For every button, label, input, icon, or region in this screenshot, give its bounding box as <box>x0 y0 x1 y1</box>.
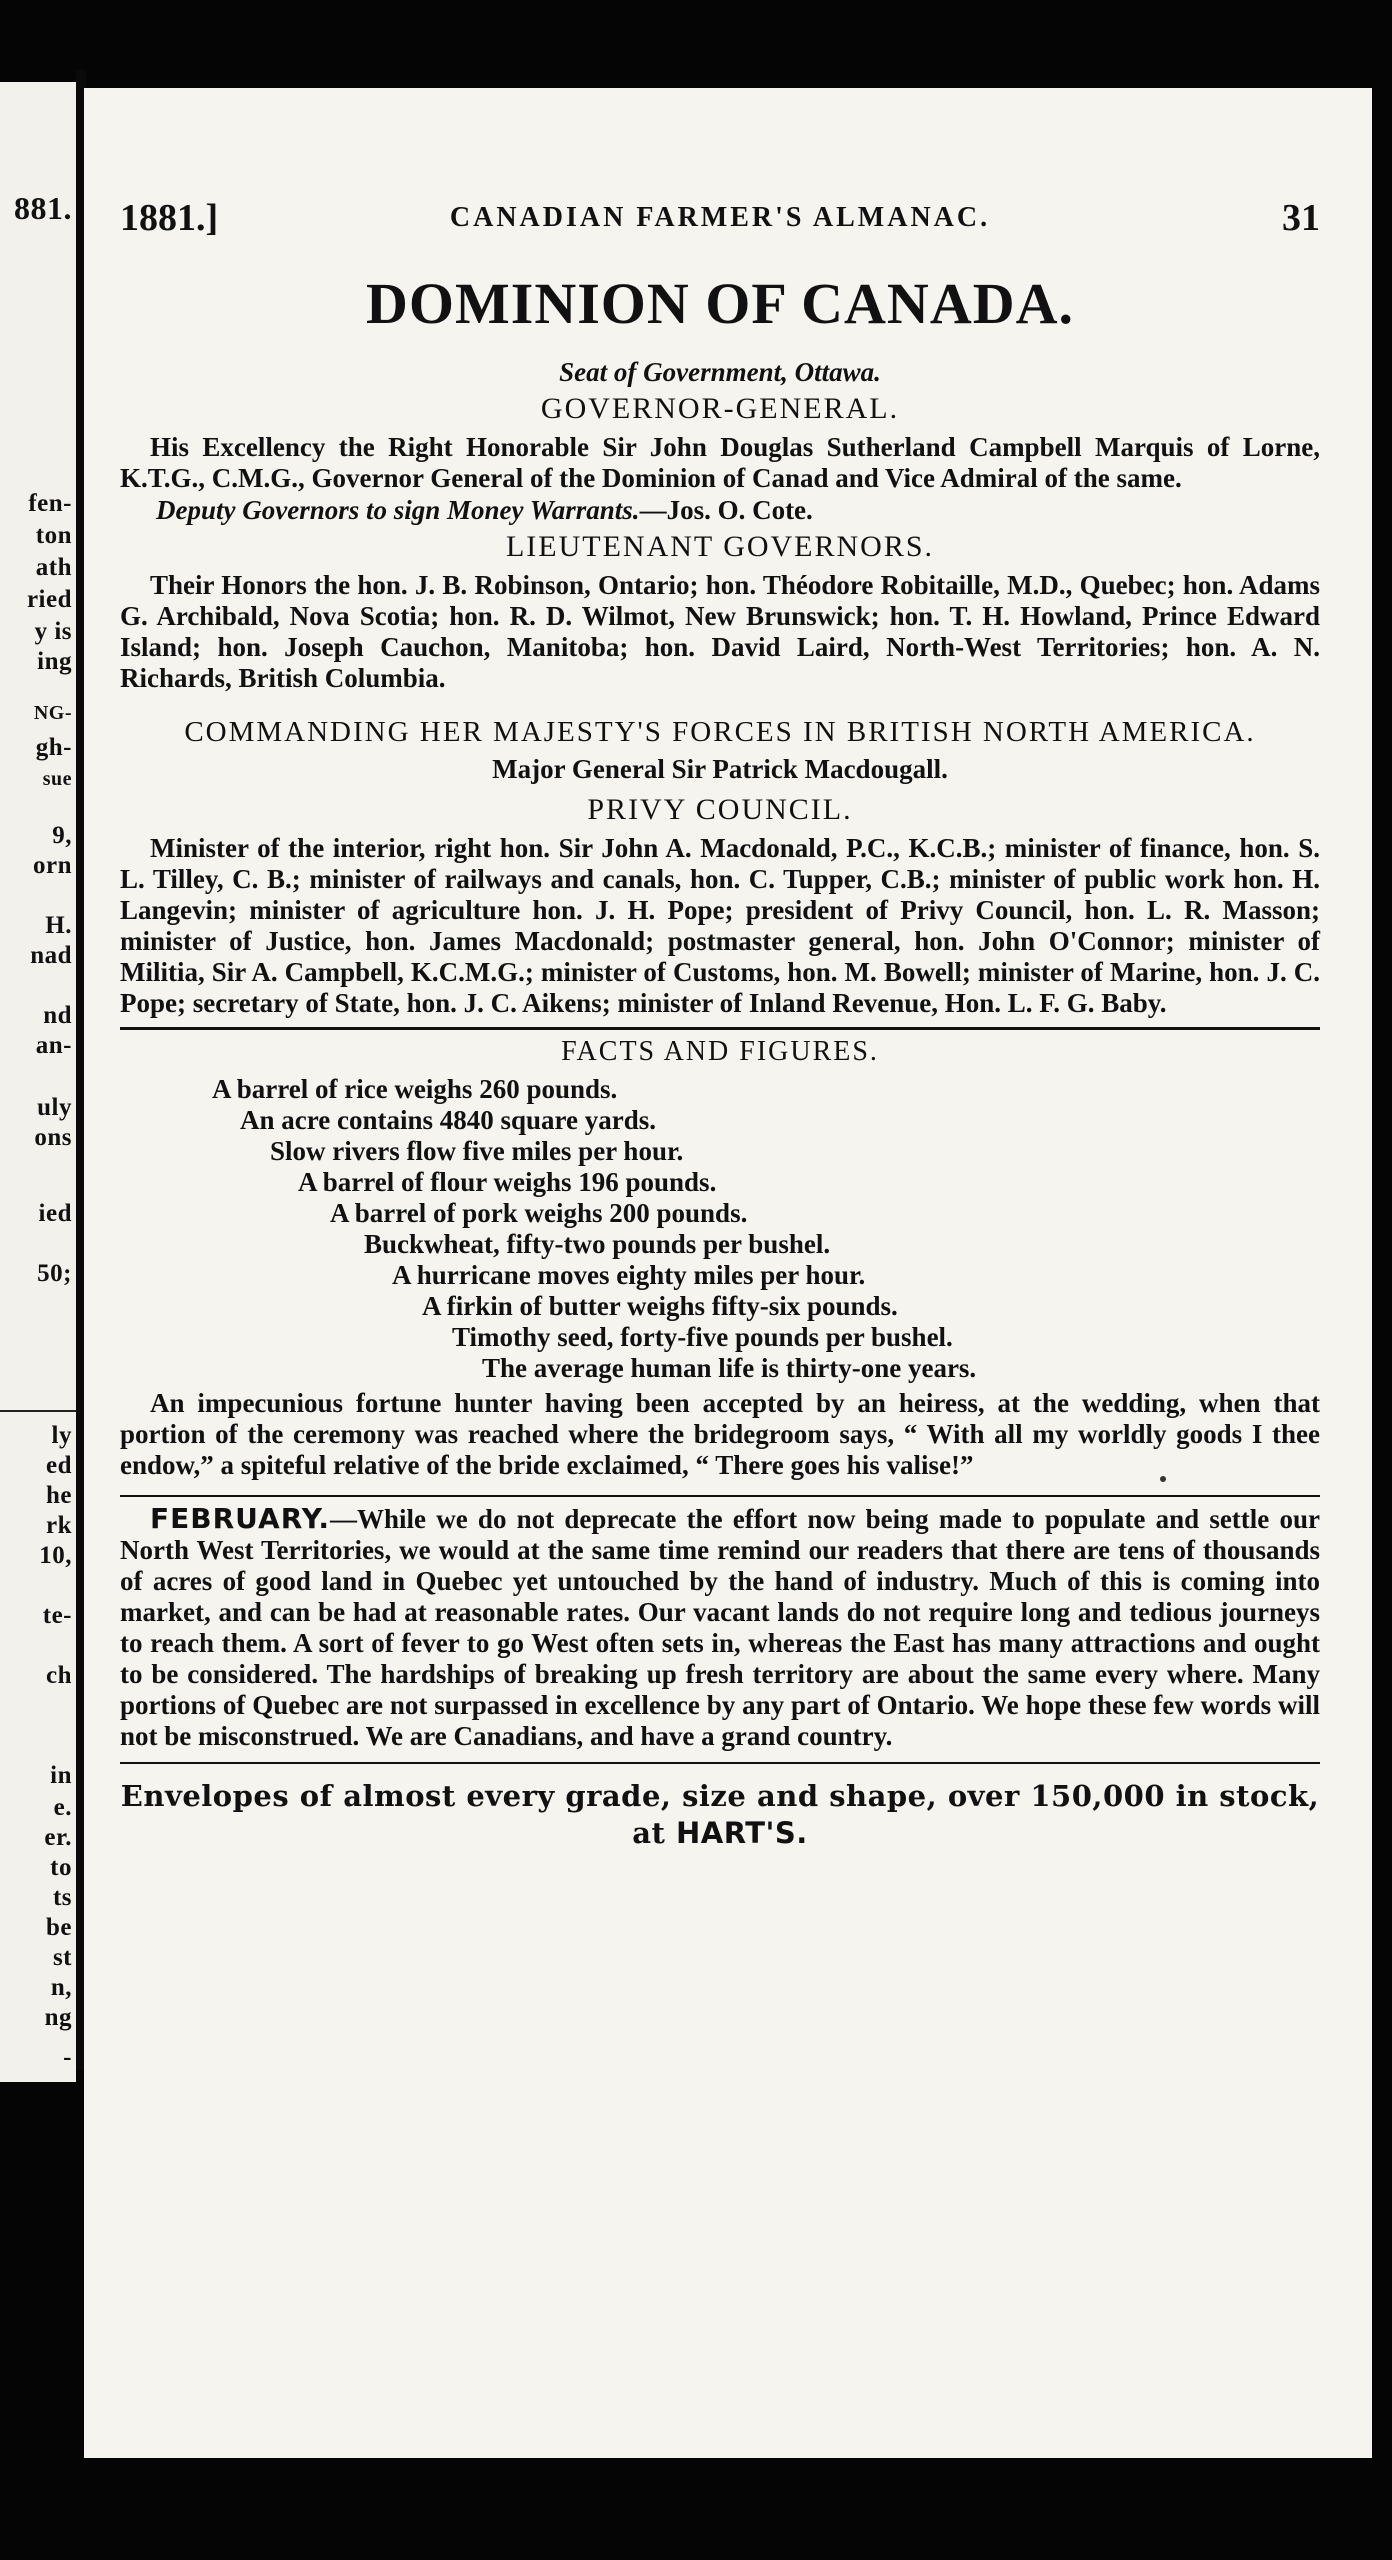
left-page-fragment: ed <box>46 1452 72 1479</box>
left-page-fragment: - <box>63 2044 72 2071</box>
fact-item: A barrel of flour weighs 196 pounds. <box>298 1167 717 1197</box>
left-page-fragment: be <box>46 1914 72 1941</box>
governor-general-heading: GOVERNOR-GENERAL. <box>540 392 900 425</box>
fact-item: The average human life is thirty-one years. <box>482 1353 977 1383</box>
left-page-fragment: ng <box>44 2004 72 2031</box>
article-body <box>120 270 1320 1852</box>
february-text: —While we do not deprecate the effort now being made to populate and settle our North West Territories, we would at the same time remind our readers that there are tens of thousands of acres of good land in Quebec yet untouched by the hand of industry. Much of this is coming into market, and can be had at reasonable rates. Our vacant lands do not require long and tedious journeys to reach them. A sort of fever to go West often sets in, whereas the East has many attractions and ought to be considered. The hardships of breaking up fresh territory are about the same every where. Many portions of Quebec are not surpassed in excellence by any part of Ontario. We hope these few words will not be misconstrued. We are Canadians, and have a grand country. <box>120 1504 1320 1751</box>
left-page-fragment: orn <box>33 852 72 879</box>
envelope-advertisement <box>120 1778 1320 1852</box>
adjacent-page-edge <box>0 82 76 2082</box>
left-page-fragment: uly <box>37 1094 72 1121</box>
left-page-rule <box>0 1410 76 1412</box>
left-page-fragment: in <box>50 1762 72 1789</box>
seat-of-government: Seat of Government, Ottawa. <box>559 357 881 387</box>
left-page-fragment: rk <box>46 1512 72 1539</box>
left-page-fragment: nd <box>43 1002 72 1029</box>
privy-council-heading: PRIVY COUNCIL. <box>587 793 853 826</box>
fact-item: Buckwheat, fifty-two pounds per bushel. <box>364 1229 831 1259</box>
header-year: 1881.] <box>120 197 219 239</box>
almanac-page <box>84 88 1372 2458</box>
section-divider <box>120 1027 1320 1030</box>
left-page-fragment: st <box>52 1944 72 1971</box>
page-number: 31 <box>1282 197 1320 239</box>
left-page-fragment: NG- <box>33 702 72 724</box>
deputy-label: Deputy Governors to sign Money Warrants. <box>156 495 640 525</box>
left-page-fragment: ons <box>34 1124 72 1151</box>
left-page-fragment: ton <box>35 522 72 549</box>
ad-store-name: HART'S. <box>675 1816 808 1850</box>
privy-council-text: Minister of the interior, right hon. Sir John A. Macdonald, P.C., K.C.B.; minister of finance, hon. S. L. Tilley, C. B.; minister of railways and canals, hon. C. Tupper, C.B.; minister of public work hon. H. Langevin; minister of agriculture hon. J. H. Pope; president of Privy Council, hon. L. R. Masson; minister of Justice, hon. James Macdonald; postmaster general, hon. John O'Connor; minister of Militia, Sir A. Campbell, K.C.M.G.; minister of Customs, hon. M. Bowell; minister of Marine, hon. J. C. Pope; secretary of State, hon. J. C. Aikens; minister of Inland Revenue, Hon. L. F. G. Baby. <box>120 833 1320 1018</box>
left-page-fragment: y is <box>34 618 72 645</box>
lieutenant-governors-text: Their Honors the hon. J. B. Robinson, Ontario; hon. Théodore Robitaille, M.D., Quebec; hon. Adams G. Archibald, Nova Scotia; hon. R. D. Wilmot, New Brunswick; hon. T. H. Howland, Prince Edward Island; hon. Joseph Cauchon, Manitoba; hon. David Laird, North-West Territories; hon. A. N. Richards, British Columbia. <box>120 570 1320 693</box>
left-page-fragment: 9, <box>52 822 72 849</box>
left-page-fragment: he <box>46 1482 72 1509</box>
left-page-fragment: H. <box>45 912 72 939</box>
february-lead: FEBRUARY. <box>150 1502 331 1535</box>
forces-commander: Major General Sir Patrick Macdougall. <box>492 754 948 784</box>
fact-item: A firkin of butter weighs fifty-six pounds. <box>422 1291 898 1321</box>
february-note <box>120 1503 1320 1752</box>
left-page-fragment: an- <box>35 1032 72 1059</box>
left-page-fragment: ath <box>35 554 72 581</box>
left-page-fragment: ly <box>51 1422 72 1449</box>
fact-item: A barrel of rice weighs 260 pounds. <box>212 1074 618 1104</box>
running-header <box>120 196 1320 246</box>
fact-item: A barrel of pork weighs 200 pounds. <box>330 1198 748 1228</box>
ink-speck <box>1160 1476 1166 1482</box>
lieutenant-governors-heading: LIEUTENANT GOVERNORS. <box>505 530 935 563</box>
left-page-fragment: nad <box>30 942 72 969</box>
left-page-fragment: ing <box>37 648 72 675</box>
left-page-fragment: 50; <box>37 1260 72 1287</box>
left-page-fragment: fen- <box>28 490 72 517</box>
left-page-fragment: sue <box>42 768 72 790</box>
left-page-fragment: ts <box>52 1884 72 1911</box>
ad-text: Envelopes of almost every grade, size and shape, over 150,000 in stock, at <box>120 1779 1320 1850</box>
deputy-governors <box>156 494 1320 526</box>
left-page-fragment: te- <box>42 1602 72 1629</box>
left-page-fragment: e. <box>53 1794 72 1821</box>
section-divider <box>120 1762 1320 1764</box>
left-page-fragment: ch <box>46 1662 72 1689</box>
fact-item: A hurricane moves eighty miles per hour. <box>392 1260 866 1290</box>
facts-list <box>120 1074 1320 1384</box>
fact-item: Timothy seed, forty-five pounds per bushel. <box>452 1322 953 1352</box>
fact-item: Slow rivers flow five miles per hour. <box>270 1136 684 1166</box>
page-title: DOMINION OF CANADA. <box>366 271 1074 336</box>
section-divider <box>120 1495 1320 1497</box>
left-page-fragment: gh- <box>35 734 72 761</box>
facts-heading: FACTS AND FIGURES. <box>561 1036 879 1067</box>
fact-item: An acre contains 4840 square yards. <box>240 1105 657 1135</box>
deputy-name: —Jos. O. Cote. <box>639 495 813 525</box>
governor-general-text: His Excellency the Right Honorable Sir John Douglas Sutherland Campbell Marquis of Lorne, K.T.G., C.M.G., Governor General of the Dominion of Canad and Vice Admiral of the same. <box>120 432 1320 493</box>
left-page-fragment: ied <box>38 1200 72 1227</box>
left-page-fragment: 10, <box>39 1542 72 1569</box>
left-page-fragment: er. <box>44 1824 72 1851</box>
left-page-fragment: ried <box>26 586 72 613</box>
header-title: CANADIAN FARMER'S ALMANAC. <box>449 202 991 233</box>
left-page-fragment: to <box>50 1854 72 1881</box>
forces-heading: COMMANDING HER MAJESTY'S FORCES IN BRITISH NORTH AMERICA. <box>184 716 1256 748</box>
left-page-fragment: 881. <box>14 190 72 226</box>
left-page-fragment: n, <box>50 1974 72 2001</box>
wedding-anecdote: An impecunious fortune hunter having been accepted by an heiress, at the wedding, when that portion of the ceremony was reached where the bridegroom says, “ With all my worldly goods I thee endow,” a spiteful relative of the bride exclaimed, “ There goes his valise!” <box>120 1388 1320 1480</box>
